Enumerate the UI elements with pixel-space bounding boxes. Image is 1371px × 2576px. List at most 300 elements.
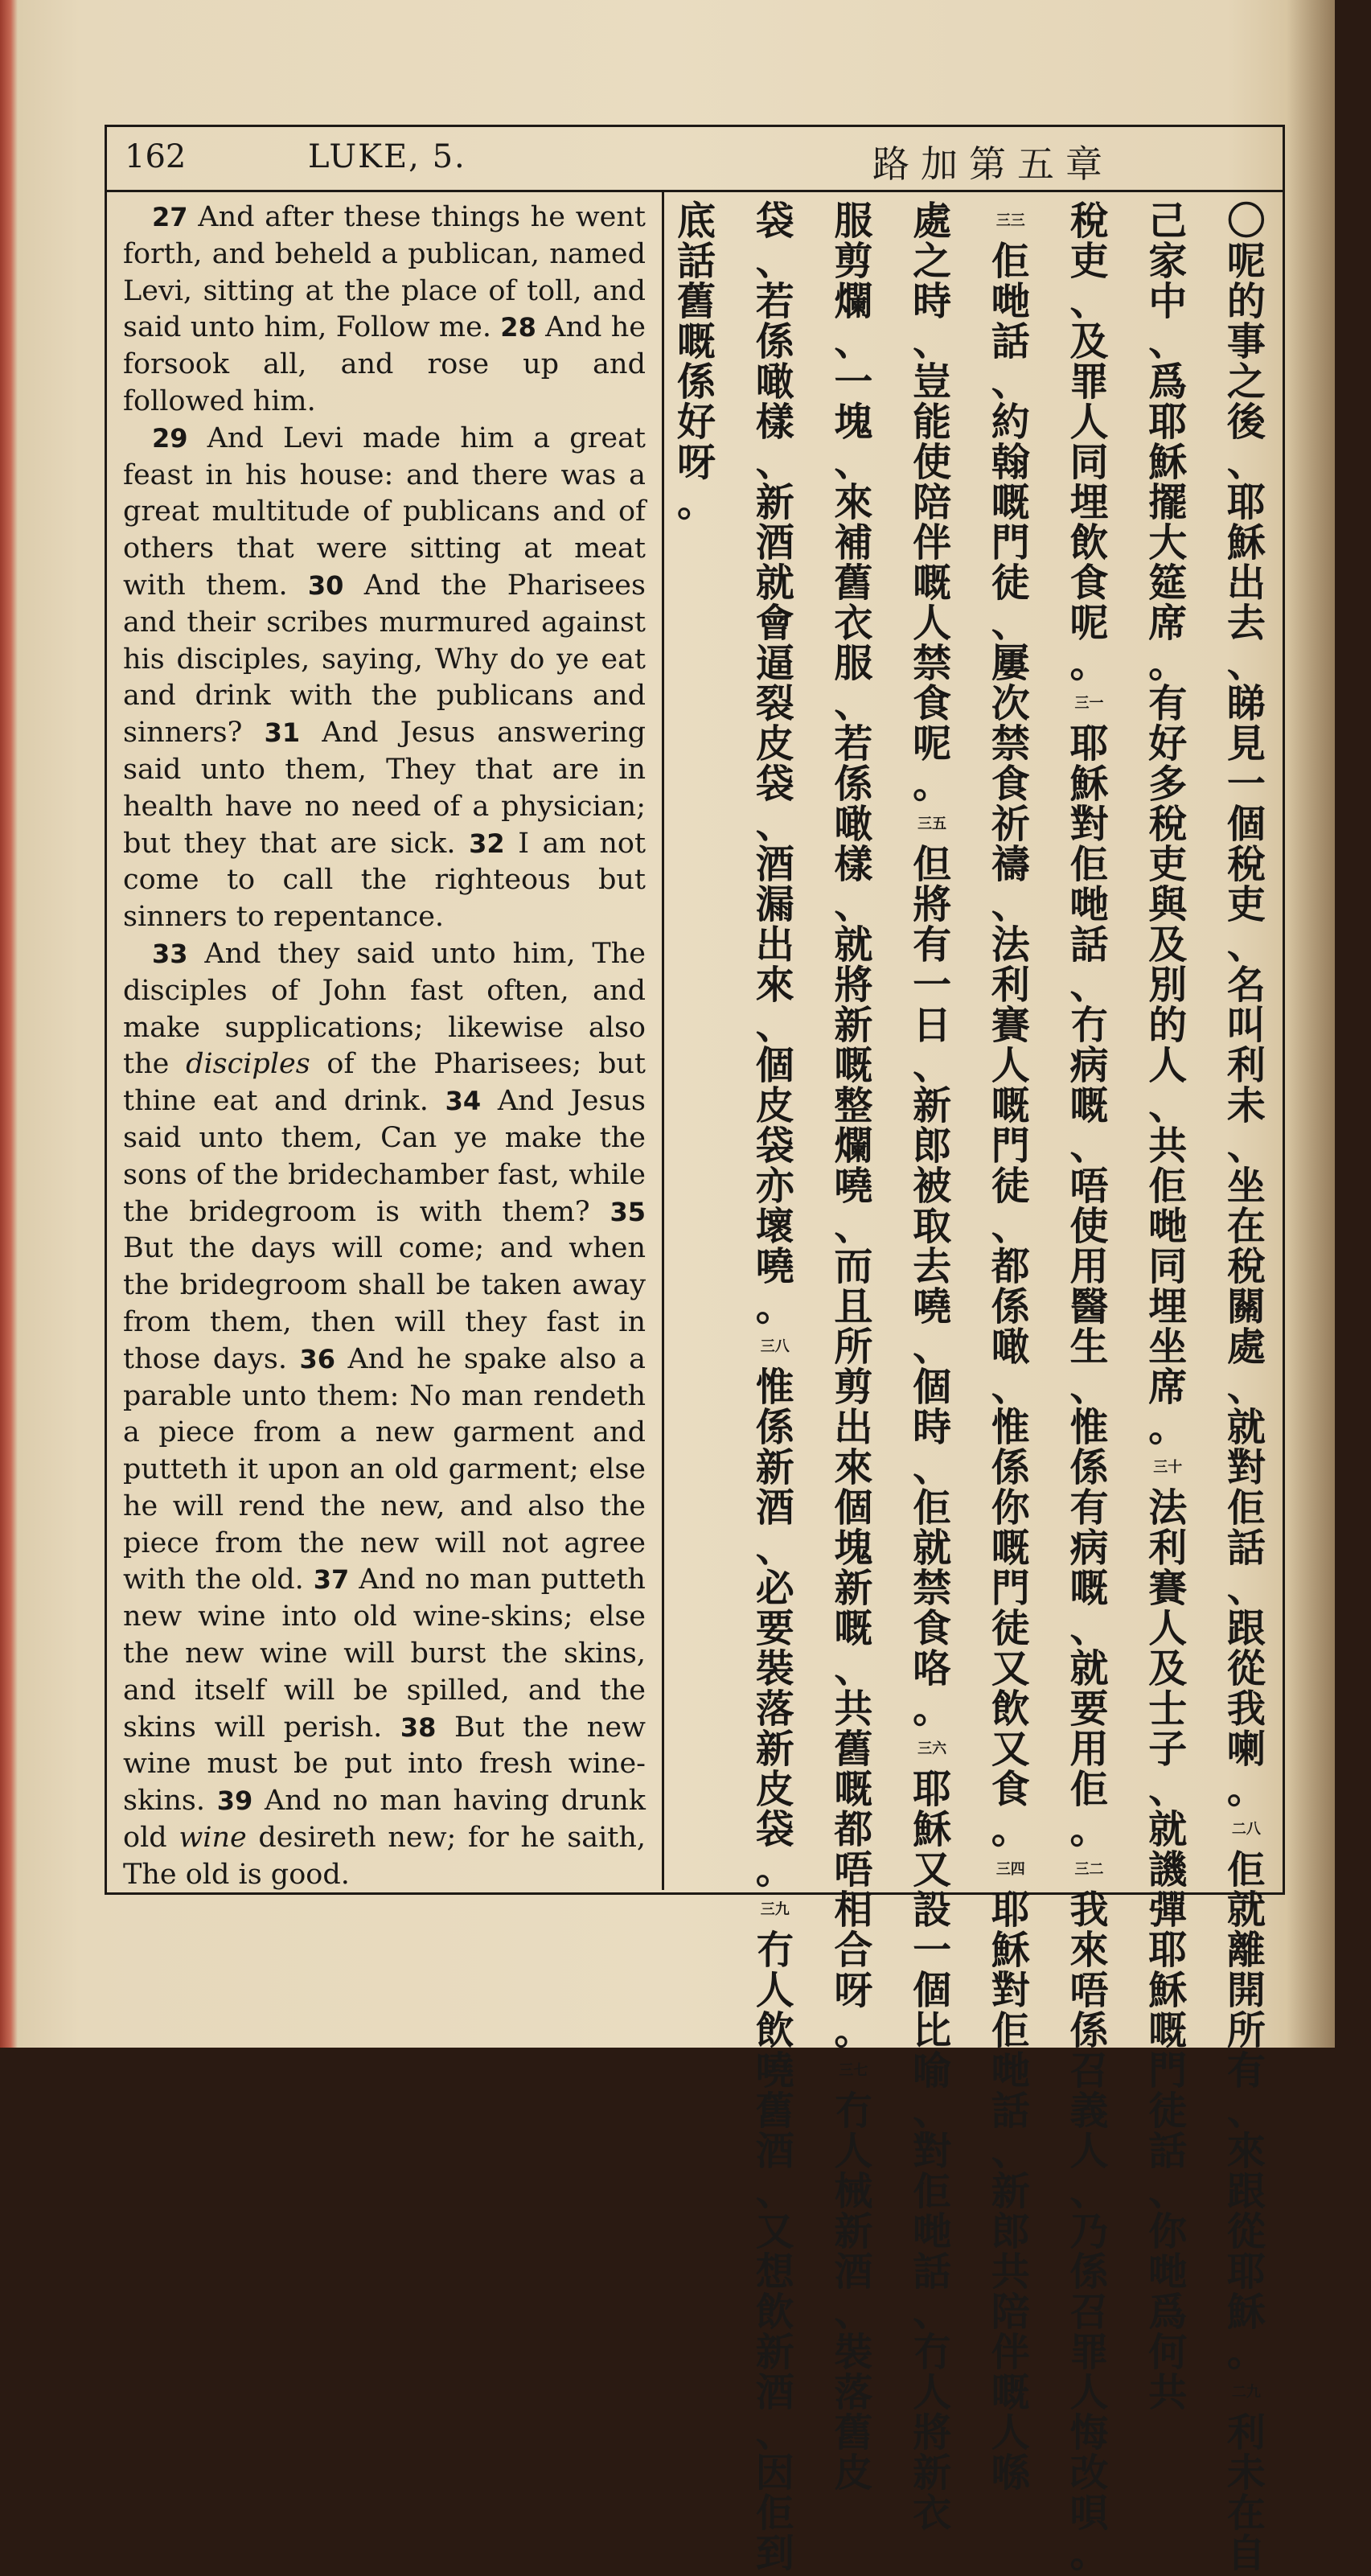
- chinese-character: 睇: [1226, 681, 1266, 726]
- chinese-character: 跟: [1226, 2169, 1266, 2214]
- chinese-character: 門: [991, 1124, 1030, 1169]
- chinese-character: 人: [913, 2370, 952, 2415]
- chinese-character: 冇: [913, 2330, 952, 2375]
- chinese-character: 、: [1226, 1124, 1266, 1169]
- chinese-character: 都: [834, 1807, 873, 1852]
- chinese-character: 、: [991, 2129, 1030, 2174]
- chinese-character: 酒: [755, 2370, 794, 2415]
- chinese-character: 穌: [1069, 762, 1109, 807]
- page-header: [107, 127, 1283, 192]
- chinese-character: 舊: [834, 1727, 873, 1772]
- chinese-character: 、: [1226, 641, 1266, 686]
- chinese-character: 利: [1226, 2410, 1266, 2455]
- chinese-character: 佢: [755, 2491, 794, 2536]
- chinese-character: 嘅: [676, 319, 716, 364]
- chinese-text-column: [1145, 199, 1190, 2415]
- chinese-character: 擺: [1148, 480, 1188, 525]
- chinese-character: 何: [1148, 2330, 1188, 2375]
- chinese-character: 將: [834, 963, 873, 1008]
- chinese-character: 伴: [913, 520, 952, 565]
- chinese-character: 新: [834, 1003, 873, 1048]
- chinese-character: 賽: [1148, 1566, 1188, 1611]
- chinese-character: 新: [755, 2330, 794, 2375]
- chinese-character: 、: [1069, 963, 1109, 1008]
- chinese-character: 耶: [1226, 480, 1266, 525]
- chinese-character: 佢: [1069, 842, 1109, 887]
- chinese-text-column: [1067, 199, 1112, 2576]
- chinese-character: 去: [913, 1244, 952, 1289]
- chinese-character: 、: [913, 2089, 952, 2134]
- chinese-character: 爲: [1148, 359, 1188, 405]
- chinese-character: 就: [1226, 1888, 1266, 1933]
- chinese-character: 呀: [676, 440, 716, 485]
- chinese-character: 耶: [1148, 400, 1188, 445]
- chinese-character: 召: [1069, 2290, 1109, 2335]
- chinese-character: 皮: [755, 1767, 794, 1812]
- chinese-character: 、: [991, 882, 1030, 927]
- chinese-character: 唔: [834, 1847, 873, 1892]
- chinese-character: 又: [991, 1646, 1030, 1691]
- chinese-character: 逼: [755, 641, 794, 686]
- chinese-character: 係: [1069, 2249, 1109, 2295]
- chinese-verse-number: 三八: [760, 1338, 790, 1355]
- chinese-character: 出: [834, 1405, 873, 1450]
- english-paragraph: [123, 199, 646, 421]
- chinese-character: 穌: [1226, 2290, 1266, 2335]
- chinese-character: 就: [755, 561, 794, 606]
- english-paragraph: [123, 936, 646, 1894]
- chinese-character: 見: [1226, 721, 1266, 766]
- chinese-verse-number: 三二: [1074, 1861, 1104, 1878]
- chinese-character: 個: [913, 1365, 952, 1410]
- chinese-character: 。: [1148, 641, 1188, 686]
- chinese-character: 及: [1148, 922, 1188, 968]
- verse-text: And Jesus said unto them, Can ye make the sons of the bridechamber fast, while the bridegroom is with them?: [123, 1085, 646, 1228]
- verse-text: And Jesus answering said unto them, They that are in health have no need of a physician; but they that are sick.: [123, 717, 646, 860]
- chinese-character: 。: [1069, 641, 1109, 686]
- chinese-character: 、: [834, 319, 873, 364]
- chinese-character: 的: [1226, 279, 1266, 324]
- italic-word: wine: [179, 1822, 247, 1855]
- chinese-character: 噉: [991, 1325, 1030, 1370]
- chinese-character: 就: [913, 1526, 952, 1571]
- verse-number: 38: [400, 1711, 437, 1743]
- chinese-character: 飲: [755, 2008, 794, 2053]
- chinese-character: 、: [834, 1204, 873, 1249]
- chinese-character: 、: [834, 2290, 873, 2335]
- chinese-character: 人: [1148, 1043, 1188, 1088]
- chinese-character: 樣: [834, 842, 873, 887]
- chinese-character: 冇: [834, 2089, 873, 2134]
- chinese-character: 人: [913, 601, 952, 646]
- chinese-character: 法: [1148, 1485, 1188, 1530]
- chinese-verse-number: 三七: [839, 2062, 868, 2079]
- chinese-verse-number: 三一: [1074, 695, 1104, 712]
- chinese-verse-number: 三六: [917, 1740, 947, 1757]
- chinese-character: 械: [834, 2169, 873, 2214]
- chinese-character: 席: [1148, 601, 1188, 646]
- verse-number: 33: [152, 938, 188, 969]
- verse-text: And they said unto him, The disciples of John fast often, and make supplications; likewise also the: [123, 937, 646, 1081]
- chinese-verse-number: 二八: [1231, 1821, 1261, 1838]
- chinese-character: 話: [1148, 2129, 1188, 2174]
- verse-text: But the new wine must be put into fresh wine-skins.: [123, 1711, 646, 1818]
- page-number: 162: [125, 138, 187, 175]
- chinese-character: 未: [1226, 2451, 1266, 2496]
- chinese-character: 佢: [913, 2169, 952, 2214]
- chinese-character: 人: [1148, 1606, 1188, 1651]
- page-edge: [0, 0, 18, 2048]
- chinese-character: 哋: [1148, 2249, 1188, 2295]
- chinese-character: 自: [1226, 2531, 1266, 2576]
- chinese-character: 呀: [834, 1968, 873, 2013]
- chinese-character: 、: [1148, 1083, 1188, 1128]
- chinese-character: 乃: [1069, 2209, 1109, 2254]
- chinese-character: 設: [913, 1888, 952, 1933]
- chinese-character: 一: [834, 359, 873, 405]
- verse-text: desireth new; for he saith, The old is good.: [123, 1822, 646, 1891]
- chinese-character: 在: [1226, 2491, 1266, 2536]
- chinese-character: 一: [913, 1928, 952, 1973]
- chinese-character: 你: [991, 1485, 1030, 1530]
- chinese-character: 新: [913, 1083, 952, 1128]
- chinese-text-column: [753, 199, 798, 2576]
- chinese-character: 佢: [1148, 1164, 1188, 1209]
- chinese-character: 爲: [1148, 2290, 1188, 2335]
- chinese-character: 。: [1148, 1405, 1188, 1450]
- chinese-character: 剪: [834, 1365, 873, 1410]
- chinese-character: 想: [755, 2249, 794, 2295]
- verse-number: 32: [469, 828, 505, 859]
- chinese-character: 、: [991, 1204, 1030, 1249]
- column-divider: [662, 190, 664, 1890]
- chinese-character: 袋: [755, 199, 794, 244]
- chinese-character: 處: [1226, 1325, 1266, 1370]
- chinese-character: 話: [1226, 1526, 1266, 1571]
- chinese-character: 佢: [1226, 1847, 1266, 1892]
- chinese-character: 、: [1226, 440, 1266, 485]
- chinese-character: 之: [1226, 359, 1266, 405]
- chinese-character: 係: [1069, 1445, 1109, 1490]
- chinese-character: 咯: [913, 1646, 952, 1691]
- verse-number: 39: [216, 1785, 253, 1817]
- chinese-character: 、: [755, 1003, 794, 1048]
- chinese-character: 呢: [913, 721, 952, 766]
- chinese-character: 人: [1069, 2370, 1109, 2415]
- chinese-character: 酒: [755, 2129, 794, 2174]
- chinese-character: 罪: [1069, 2330, 1109, 2375]
- chinese-character: 、: [913, 1445, 952, 1490]
- chinese-character: 坐: [1148, 1325, 1188, 1370]
- chinese-character: 己: [1148, 199, 1188, 244]
- chinese-character: 但: [913, 842, 952, 887]
- chinese-character: 伴: [991, 2330, 1030, 2375]
- chinese-character: 個: [755, 1043, 794, 1088]
- chinese-character: 病: [1069, 1043, 1109, 1088]
- chinese-character: 話: [676, 239, 716, 284]
- chinese-character: 而: [834, 1244, 873, 1289]
- chinese-character: 爛: [834, 279, 873, 324]
- chinese-character: 出: [1226, 561, 1266, 606]
- chinese-character: 開: [1226, 1968, 1266, 2013]
- chinese-character: 吏: [1069, 239, 1109, 284]
- chinese-character: 酒: [755, 520, 794, 565]
- chinese-character: 、: [913, 1043, 952, 1088]
- chinese-character: 係: [755, 319, 794, 364]
- chinese-character: 新: [834, 1566, 873, 1611]
- chinese-character: 惟: [1069, 1405, 1109, 1450]
- chinese-character: 袋: [755, 1124, 794, 1169]
- verse-text: of the Pharisees; but thine eat and drink.: [123, 1048, 646, 1118]
- chinese-character: 就: [1226, 1405, 1266, 1450]
- chinese-character: 係: [991, 1284, 1030, 1329]
- chinese-character: 若: [834, 721, 873, 766]
- chinese-character: 能: [913, 400, 952, 445]
- chinese-character: 話: [991, 319, 1030, 364]
- chinese-text-column: [831, 199, 876, 2496]
- chinese-character: 、: [991, 1365, 1030, 1410]
- chinese-character: 賽: [991, 1003, 1030, 1048]
- chinese-character: 唄: [1069, 2491, 1109, 2536]
- chinese-character: 別: [1148, 963, 1188, 1008]
- chinese-character: 呢: [1069, 601, 1109, 646]
- chinese-character: 將: [913, 882, 952, 927]
- chinese-character: 舊: [676, 279, 716, 324]
- verse-number: 35: [610, 1196, 646, 1227]
- chinese-character: 的: [1148, 1003, 1188, 1048]
- chinese-character: 在: [1226, 1204, 1266, 1249]
- chinese-character: 佢: [1069, 1767, 1109, 1812]
- chinese-character: 嘅: [991, 480, 1030, 525]
- chinese-character: 取: [913, 1204, 952, 1249]
- chinese-character: 悔: [1069, 2410, 1109, 2455]
- chinese-character: 耶: [991, 1888, 1030, 1933]
- chinese-character: 又: [913, 1847, 952, 1892]
- chinese-character: 哋: [991, 2048, 1030, 2093]
- chinese-character: 食: [991, 1767, 1030, 1812]
- chinese-character: 禁: [991, 721, 1030, 766]
- chinese-character: 飲: [991, 1687, 1030, 1732]
- chinese-character: 食: [1069, 561, 1109, 606]
- chinese-character: 叫: [1226, 1003, 1266, 1048]
- chinese-character: 翰: [991, 440, 1030, 485]
- chinese-character: 穌: [1226, 520, 1266, 565]
- chinese-character: 、: [1069, 1606, 1109, 1651]
- verse-text: And Levi made him a great feast in his house: and there was a great multitude of publicans and of others that were sitting at meat with them.: [123, 421, 646, 602]
- chinese-character: 穌: [1148, 440, 1188, 485]
- chinese-character: 壞: [755, 1204, 794, 1249]
- chinese-character: 服: [834, 641, 873, 686]
- chinese-character: 及: [1069, 319, 1109, 364]
- chinese-character: 埋: [1148, 1284, 1188, 1329]
- chinese-character: 佢: [991, 2008, 1030, 2053]
- chinese-character: 徒: [1148, 2089, 1188, 2134]
- chinese-character: 法: [991, 922, 1030, 968]
- chinese-character: 來: [755, 963, 794, 1008]
- chinese-character: 吏: [1226, 882, 1266, 927]
- chinese-character: 吏: [1148, 842, 1188, 887]
- chinese-character: 、: [834, 882, 873, 927]
- chinese-character: 到: [755, 2531, 794, 2576]
- chinese-text-column: [674, 201, 719, 1878]
- chinese-character: 喻: [913, 2048, 952, 2093]
- verse-number: 30: [307, 569, 344, 601]
- chinese-character: 陪: [913, 480, 952, 525]
- chinese-character: 稅: [1069, 199, 1109, 244]
- chinese-character: 食: [913, 1606, 952, 1651]
- chinese-character: 係: [1069, 2008, 1109, 2053]
- chinese-character: 新: [991, 2169, 1030, 2214]
- chinese-character: 出: [755, 922, 794, 968]
- chinese-character: 。: [676, 480, 716, 525]
- chinese-character: 門: [991, 520, 1030, 565]
- chinese-character: 、: [1148, 319, 1188, 364]
- chinese-character: 。: [755, 1847, 794, 1892]
- chinese-character: 嘵: [755, 1244, 794, 1289]
- verse-text: And the Pharisees and their scribes murmured against his disciples, saying, Why do ye eat and drink with the publicans and sinners?: [123, 569, 646, 750]
- chinese-character: 、: [1226, 1365, 1266, 1410]
- chinese-character: 舊: [834, 561, 873, 606]
- chinese-character: 嘅: [991, 1526, 1030, 1571]
- chinese-character: 落: [755, 1687, 794, 1732]
- verse-number: 37: [313, 1564, 350, 1596]
- chinese-character: 衣: [913, 2491, 952, 2536]
- chinese-character: 好: [676, 400, 716, 445]
- chinese-character: 、: [1148, 1767, 1188, 1812]
- chinese-character: 嘅: [834, 1606, 873, 1651]
- chinese-character: 個: [834, 1485, 873, 1530]
- chinese-character: 罪: [1069, 359, 1109, 405]
- chinese-character: 名: [1226, 963, 1266, 1008]
- chinese-character: 穌: [913, 1807, 952, 1852]
- english-paragraph: [123, 421, 646, 936]
- chinese-character: 話: [913, 2249, 952, 2295]
- chinese-character: 共: [834, 1687, 873, 1732]
- chinese-character: 新: [755, 1727, 794, 1772]
- chinese-character: 關: [1226, 1284, 1266, 1329]
- chinese-character: 之: [913, 239, 952, 284]
- chinese-character: 塊: [834, 400, 873, 445]
- verse-text: And no man having drunk old: [123, 1785, 647, 1855]
- chinese-character: 人: [991, 2410, 1030, 2455]
- chinese-character: 、: [913, 319, 952, 364]
- chinese-character: 穌: [991, 1928, 1030, 1973]
- verse-number: 29: [152, 422, 188, 454]
- chinese-character: 、: [755, 440, 794, 485]
- chinese-character: 就: [1069, 1646, 1109, 1691]
- chinese-character: 人: [1069, 400, 1109, 445]
- chinese-character: 、: [991, 359, 1030, 405]
- chinese-character: 裝: [834, 2330, 873, 2375]
- chinese-character: 惟: [755, 1365, 794, 1410]
- chinese-character: 漏: [755, 882, 794, 927]
- chinese-character: 哋: [1069, 882, 1109, 927]
- chinese-character: 中: [1148, 279, 1188, 324]
- chinese-character: 剪: [834, 239, 873, 284]
- chinese-character: 有: [1069, 1485, 1109, 1530]
- chinese-character: 有: [913, 922, 952, 968]
- chinese-character: 子: [1148, 1727, 1188, 1772]
- chinese-character: 、: [755, 239, 794, 284]
- chinese-character: 共: [1148, 1124, 1188, 1169]
- chinese-character: 埋: [1069, 480, 1109, 525]
- chinese-character: 你: [1148, 2209, 1188, 2254]
- chinese-character: 譏: [1148, 1847, 1188, 1892]
- chinese-character: 稅: [1226, 1244, 1266, 1289]
- chinese-character: 就: [1148, 1807, 1188, 1852]
- chinese-character: 時: [913, 279, 952, 324]
- chinese-character: 。: [913, 1687, 952, 1732]
- chinese-character: 、: [755, 2410, 794, 2455]
- chinese-character: 新: [755, 1445, 794, 1490]
- chinese-character: 、: [913, 1325, 952, 1370]
- chinese-character: 利: [991, 963, 1030, 1008]
- chinese-character: 處: [913, 199, 952, 244]
- chinese-character: 袋: [755, 762, 794, 807]
- chinese-character: 呢: [1226, 239, 1266, 284]
- chinese-running-head: 路加第五章: [872, 142, 1114, 186]
- chinese-character: 哋: [913, 2209, 952, 2254]
- chinese-character: 從: [1226, 2209, 1266, 2254]
- chinese-character: 徒: [991, 561, 1030, 606]
- chinese-character: 新: [913, 2451, 952, 2496]
- chinese-character: 袋: [755, 1807, 794, 1852]
- chinese-character: 來: [1226, 2129, 1266, 2174]
- chinese-character: 稅: [1226, 842, 1266, 887]
- chinese-character: 哋: [991, 279, 1030, 324]
- chinese-character: 要: [1069, 1687, 1109, 1732]
- chinese-character: 必: [755, 1566, 794, 1611]
- chinese-character: 要: [755, 1606, 794, 1651]
- chinese-character: 耶: [1148, 1928, 1188, 1973]
- chinese-character: 樣: [755, 400, 794, 445]
- chinese-column: [674, 199, 1269, 2576]
- chinese-character: 比: [913, 2008, 952, 2053]
- chinese-character: 噉: [834, 802, 873, 847]
- chinese-character: 所: [1226, 2008, 1266, 2053]
- chinese-character: 郎: [913, 1124, 952, 1169]
- chinese-character: 從: [1226, 1646, 1266, 1691]
- chinese-character: 用: [1069, 1244, 1109, 1289]
- chinese-character: 新: [755, 480, 794, 525]
- chinese-character: 爛: [834, 1124, 873, 1169]
- chinese-character: 耶: [1069, 721, 1109, 766]
- chinese-character: 多: [1148, 762, 1188, 807]
- chinese-character: 飲: [1069, 520, 1109, 565]
- chinese-character: 若: [755, 279, 794, 324]
- verse-text: But the days will come; and when the bridegroom shall be taken away from them, then will they fast in those days.: [123, 1232, 646, 1375]
- chinese-character: 、: [991, 601, 1030, 646]
- chinese-character: 新: [834, 2209, 873, 2254]
- chinese-character: 好: [1148, 721, 1188, 766]
- chinese-text-column: [988, 201, 1033, 2496]
- chinese-character: 我: [1069, 1888, 1109, 1933]
- chinese-character: 哋: [1148, 1204, 1188, 1249]
- chinese-character: 話: [1069, 922, 1109, 968]
- chinese-character: 落: [834, 2370, 873, 2415]
- chinese-character: 皮: [834, 2451, 873, 2496]
- chinese-character: 家: [1148, 239, 1188, 284]
- chinese-character: 嘅: [991, 2370, 1030, 2415]
- chinese-character: 次: [991, 681, 1030, 726]
- chinese-character: 離: [1226, 1928, 1266, 1973]
- chinese-character: 禁: [913, 641, 952, 686]
- chinese-character: 〇: [1226, 199, 1266, 244]
- chinese-character: 佢: [991, 239, 1030, 284]
- chinese-character: 對: [1226, 1445, 1266, 1490]
- chinese-character: 、: [755, 802, 794, 847]
- verse-text: And no man putteth new wine into old wine-skins; else the new wine will burst the skins, and itself will be spilled, and the skins will perish.: [123, 1563, 646, 1744]
